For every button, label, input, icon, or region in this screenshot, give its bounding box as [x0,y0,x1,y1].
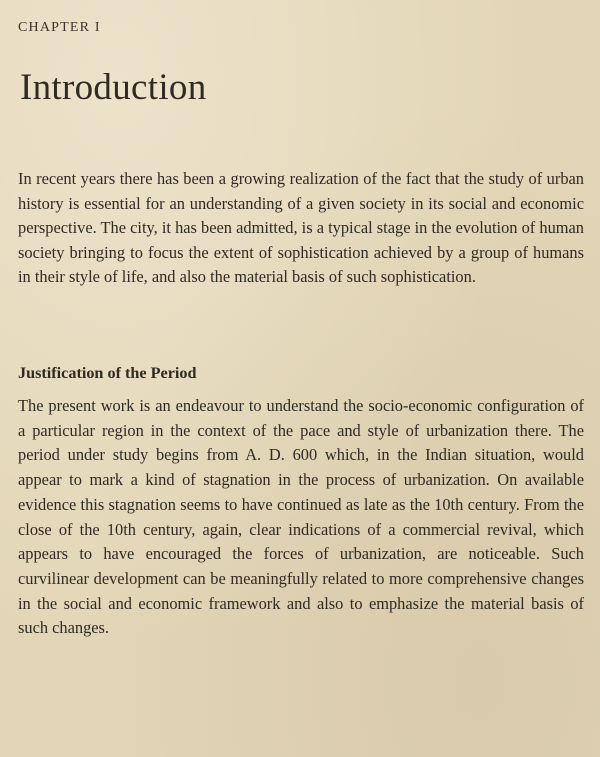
section-paragraph: The present work is an endeavour to understand the socio-economic configuration of a particular region in the context of the pace and style of urbanization there. The period under study begins from A. D. 600 which, in the Indian situation, would appear to mark a kind of stagnation in the process of urbanization. On available evidence this stagnation seems to have continued as late as the 10th century. From the close of the 10th century, again, clear indications of a commercial revival, which appears to have encouraged the forces of urbanization, are noticeable. Such curvilinear development can be meaningfully related to more comprehensive changes in the social and economic framework and also to emphasize the material basis of such changes. [18,396,584,638]
chapter-label: CHAPTER I [18,20,101,35]
section-heading: Justification of the Period [18,364,197,382]
chapter-title: Introduction [20,67,207,108]
intro-paragraph: In recent years there has been a growing realization of the fact that the study of urban history is essential for an understanding of a given society in its social and economic perspective. The city, it has been admitted, is a typical stage in the evolution of human society bringing to focus the extent of sophistication achieved by a group of humans in their style of life, and also the material basis of such sophistication. [18,169,584,287]
